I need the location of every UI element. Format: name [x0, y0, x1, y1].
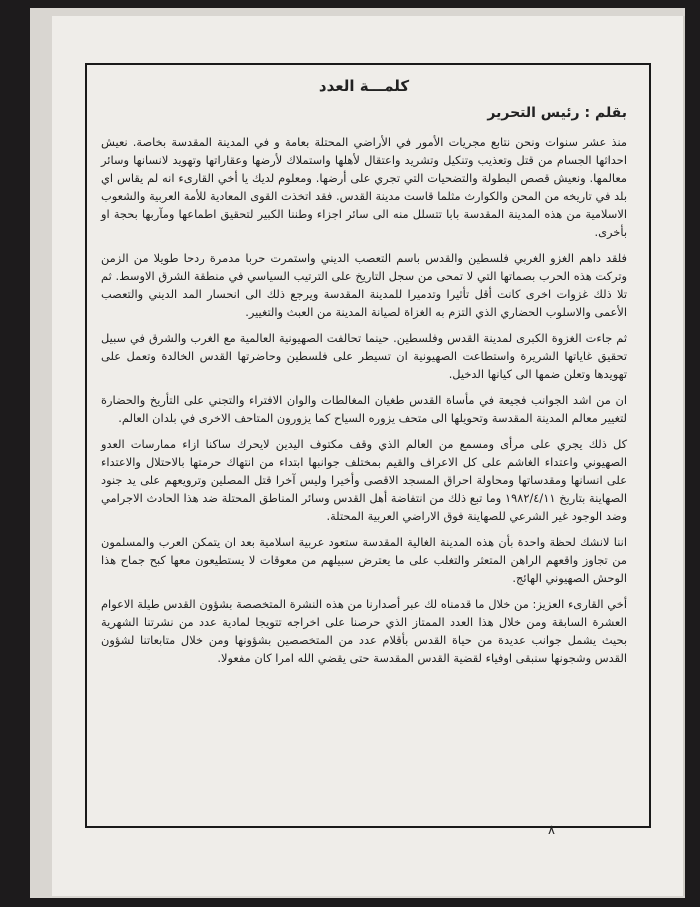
paragraph-6: اننا لانشك لحظة واحدة بأن هذه المدينة الغالية المقدسة ستعود عربية اسلامية بعد ان يتمكن العرب والمسلمون من تجاوز واقعهم الراهن المتعثر والتغلب على ما يعترض سبيلهم من معوقات لا يستطيعون معها كبح جماح هذا الوحش الصهيوني الهائج. — [101, 535, 627, 585]
article-body — [101, 77, 627, 816]
article-byline: بقلم : رئيس التحرير — [487, 105, 627, 121]
paragraph-1: منذ عشر سنوات ونحن نتابع مجريات الأمور في الأراضي المحتلة بعامة و في المدينة المقدسة بخاصة. نعيش احداثها الجسام من قتل وتعذيب وتنكيل وتشريد واعتقال لأهلها واستملاك لأرضها وعقاراتها وتهويد لانسانها وسائر معالمها. ونعيش قصص البطولة والتضحيات التي تجري على أرضها. ومعلوم لديك يا أخي القارىء انه لم يقاس اي بلد في تاريخه من المحن والكوارث مثلما قاست مدينة القدس. فقد اتخذت القوى المعادية للأمة العربية والشعوب الاسلامية من هذه المدينة المقدسة بابا تتسلل منه الى سائر اجزاء وطننا الكبير لتحقيق اطماعها ومآربها بحجة او بأخرى. — [101, 135, 627, 239]
article-title: كلمـــة العدد — [318, 77, 410, 95]
page-number: ٨ — [548, 823, 555, 838]
paragraph-4: ان من اشد الجوانب فجيعة في مأساة القدس طغيان المغالطات والوان الافتراء والتجني على التأريخ والحضارة لتغيير معالم المدينة المقدسة وتحويلها الى متحف يزوره السياح كما يزورون المتاحف الاخرى في بلدان العالم. — [101, 393, 627, 425]
page-stack-edge — [30, 8, 685, 898]
paragraph-5: كل ذلك يجري على مرأى ومسمع من العالم الذي وقف مكتوف اليدين لايحرك ساكنا ازاء ممارسات العدو الصهيوني واعتداء الغاشم على كل الاعراف والقيم بمختلف جوانبها ابتداء من انتهاك حرمتها بالاحتلال والاعتداء على انسانها ومقدساتها ومحاولة احراق المسجد الاقصى وأخيرا وليس آخرا قتل المصلين وترويعهم على يد جنود الصهاينة بتاريخ ١٩٨٢/٤/١١ وما تبع ذلك من انتفاضة أهل القدس وسائر المناطق المحتلة ضد هذا الحادث الاجرامي وضد الوجود غير الشرعي للصهاينة فوق الاراضي العربية المحتلة. — [101, 437, 627, 523]
document-page — [52, 16, 685, 896]
paragraph-2: فلقد داهم الغزو الغربي فلسطين والقدس باسم التعصب الديني واستمرت حربا مدمرة ردحا طويلا من الزمن وتركت هذه الحرب بصماتها التي لا تمحى من سجل التاريخ على الترتيب السياسي في منطقة الشرق الاوسط. ثم تلا ذلك غزوات اخرى كانت أقل تأثيرا وتدميرا للمدينة المقدسة ويرجع ذلك الى انحسار المد الديني والتعصب الأعمى والاسلوب الحضاري الذي التزم به الغزاة لصيانة المدينة من العبث والتغيير. — [101, 251, 627, 319]
paragraph-3: ثم جاءت الغزوة الكبرى لمدينة القدس وفلسطين. حينما تحالفت الصهيونية العالمية مع الغرب والشرق في سبيل تحقيق غاياتها الشريرة واستطاعت الصهيونية ان تسيطر على فلسطين وحاضرتها القدس الخالدة وتعمل على تهويدها وتعلن ضمها الى كيانها الدخيل. — [101, 331, 627, 381]
paragraph-7: أخي القارىء العزيز: من خلال ما قدمناه لك عبر أصدارنا من هذه النشرة المتخصصة بشؤون القدس طيلة الاعوام العشرة السابقة ومن خلال هذا العدد الممتاز الذي حرصنا على اخراجه تتويجا لمادية عدد من نشرتنا الشهرية بحيث يشمل جوانب عديدة من حياة القدس بأقلام عدد من المتخصصين بشؤونها ومن خلال متابعاتنا لشؤون القدس وشجونها سنبقى اوفياء لقضية القدس المقدسة حتى يقضي الله امرا كان مفعولا. — [101, 597, 627, 665]
content-frame — [85, 63, 651, 828]
